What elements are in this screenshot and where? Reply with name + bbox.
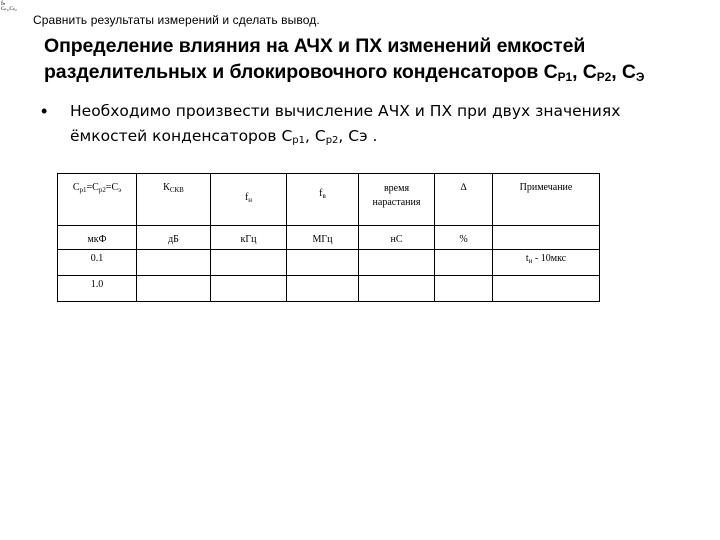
table-cell bbox=[287, 276, 359, 302]
unit-cell bbox=[493, 226, 600, 250]
header-rise-time: время нарастания bbox=[359, 174, 435, 226]
bullet-icon: • bbox=[41, 101, 48, 121]
unit-cell: кГц bbox=[211, 226, 287, 250]
header-note: Примечание bbox=[493, 174, 600, 226]
table-cell bbox=[137, 250, 211, 276]
table-cell bbox=[359, 276, 435, 302]
table-row bbox=[58, 276, 600, 302]
table-row bbox=[58, 250, 600, 276]
header-lower-frequency: $f_н$ bbox=[211, 174, 287, 226]
header-delta: ∆ bbox=[435, 174, 493, 226]
table-cell bbox=[211, 276, 287, 302]
unit-cell: % bbox=[435, 226, 493, 250]
table-cell bbox=[287, 250, 359, 276]
table-cell bbox=[211, 250, 287, 276]
table-cell bbox=[435, 250, 493, 276]
bullet-text: Необходимо произвести вычисление АЧХ и ПХ при двух значениях ёмкостей конденсаторов $С_{р1}$, $С_{р2}$, Сэ . bbox=[70, 102, 621, 146]
table-header-row bbox=[58, 174, 600, 226]
unit-cell: МГц bbox=[287, 226, 359, 250]
capacitance-value: 0.1 bbox=[58, 250, 137, 276]
results-table bbox=[57, 173, 600, 302]
table-cell bbox=[359, 250, 435, 276]
page-title bbox=[44, 33, 704, 85]
formula-icon: fₙ Cₚ₁,Cₚ₂ bbox=[1, 1, 17, 12]
unit-cell: нС bbox=[359, 226, 435, 250]
top-note: Сравнить результаты измерений и сделать вывод. bbox=[33, 13, 320, 27]
note-cell: $t_и - 10мкс$ bbox=[493, 250, 600, 276]
table-cell bbox=[435, 276, 493, 302]
header-upper-frequency: $f_в$ bbox=[287, 174, 359, 226]
title-line-1: Определение влияния на АЧХ и ПХ изменений емкостей bbox=[44, 35, 586, 57]
unit-cell: дБ bbox=[137, 226, 211, 250]
table-cell bbox=[137, 276, 211, 302]
header-capacitance: $С_{р1}=С_{р2}=С_э$ bbox=[58, 174, 137, 226]
title-line-2: разделительных и блокировочного конденсаторов $С_{Р1}$, $С_{Р2}$, $С_Э$ bbox=[44, 61, 645, 84]
note-cell bbox=[493, 276, 600, 302]
header-gain: $К_{СКВ}$ bbox=[137, 174, 211, 226]
unit-cell: мкФ bbox=[58, 226, 137, 250]
capacitance-value: 1.0 bbox=[58, 276, 137, 302]
table-units-row bbox=[58, 226, 600, 250]
